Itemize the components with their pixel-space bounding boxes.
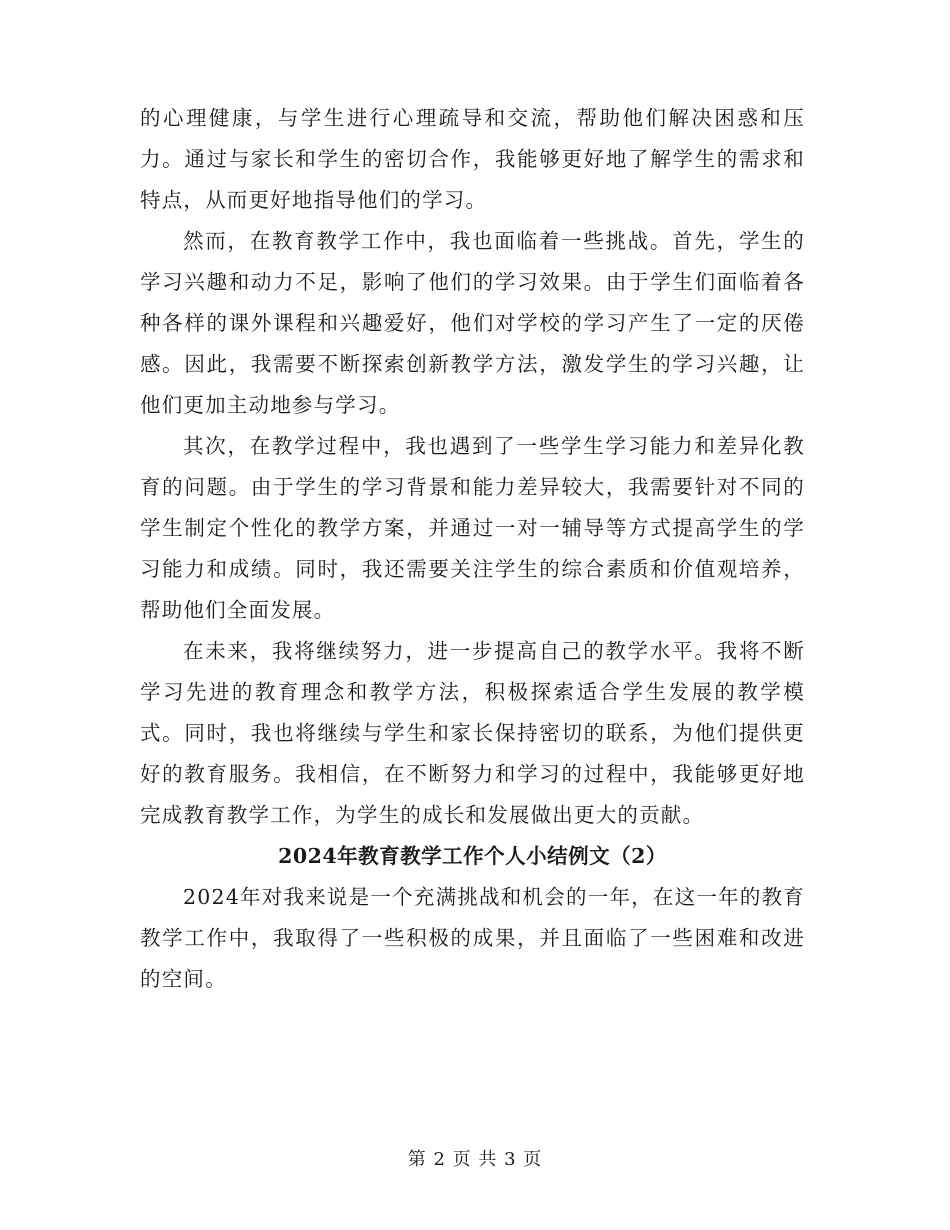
paragraph: 2024年对我来说是一个充满挑战和机会的一年，在这一年的教育教学工作中，我取得了一些积极的成果，并且面临了一些困难和改进的空间。 — [140, 885, 805, 991]
paragraph: 的心理健康，与学生进行心理疏导和交流，帮助他们解决困惑和压力。通过与家长和学生的密切合作，我能够更好地了解学生的需求和特点，从而更好地指导他们的学习。 — [140, 106, 805, 212]
paragraph: 在未来，我将继续努力，进一步提高自己的教学水平。我将不断学习先进的教育理念和教学方法，积极探索适合学生发展的教学模式。同时，我也将继续与学生和家长保持密切的联系，为他们提供更好的教育服务。我相信，在不断努力和学习的过程中，我能够更好地完成教育教学工作，为学生的成长和发展做出更大的贡献。 — [140, 639, 805, 827]
document-body — [140, 98, 805, 1000]
page-number-footer: 第 2 页 共 3 页 — [407, 1149, 543, 1170]
paragraph: 然而，在教育教学工作中，我也面临着一些挑战。首先，学生的学习兴趣和动力不足，影响了他们的学习效果。由于学生们面临着各种各样的课外课程和兴趣爱好，他们对学校的学习产生了一定的厌倦感。因此，我需要不断探索创新教学方法，激发学生的学习兴趣，让他们更加主动地参与学习。 — [140, 229, 805, 417]
section-title: 2024年教育教学工作个人小结例文（2） — [278, 844, 667, 868]
paragraph: 其次，在教学过程中，我也遇到了一些学生学习能力和差异化教育的问题。由于学生的学习背景和能力差异较大，我需要针对不同的学生制定个性化的教学方案，并通过一对一辅导等方式提高学生的学习能力和成绩。同时，我还需要关注学生的综合素质和价值观培养，帮助他们全面发展。 — [140, 434, 805, 622]
